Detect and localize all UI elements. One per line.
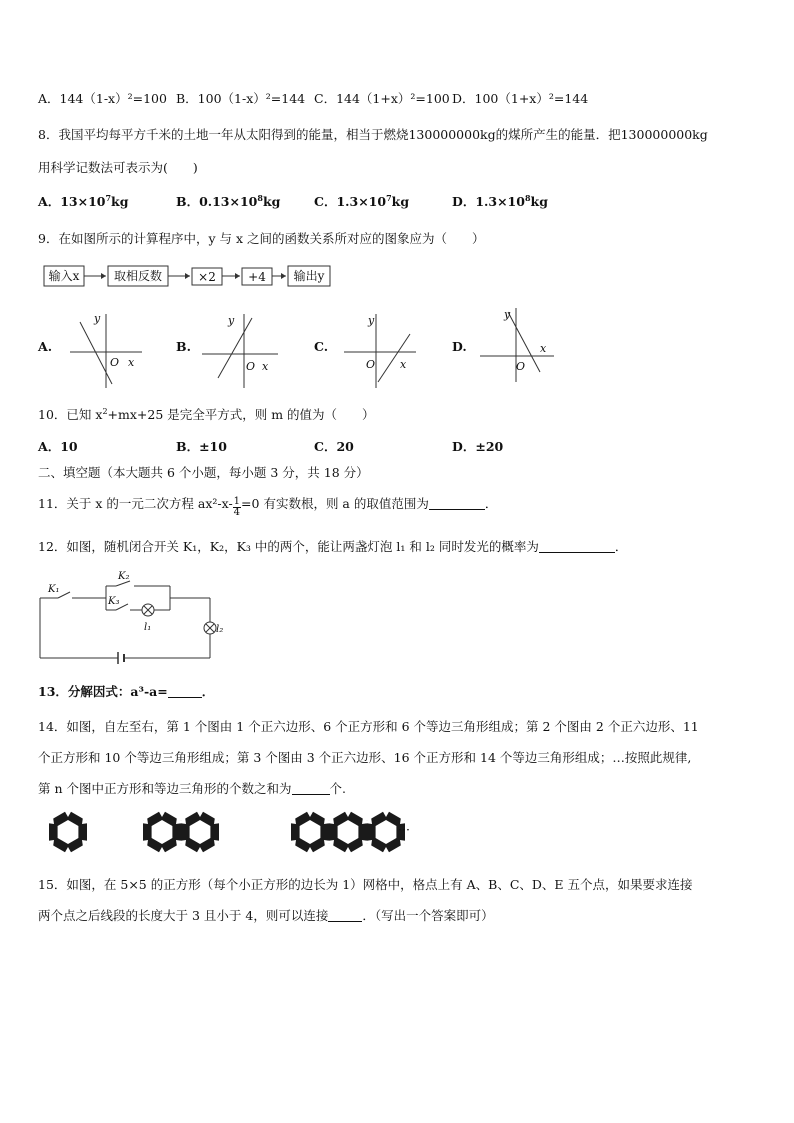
q9-option-b-label: B. (176, 339, 191, 354)
svg-text:l₂: l₂ (216, 624, 224, 635)
q8-text-line1: 8．我国平均每平方千米的土地一年从太阳得到的能量，相当于燃烧130000000kg的煤所产生的能量．把130000000kg (38, 127, 708, 142)
q12-circuit-diagram (36, 568, 226, 666)
q14-answer-blank (292, 782, 330, 795)
q15-answer-blank (328, 909, 362, 922)
q9-option-c-label: C. (314, 339, 329, 354)
q9-option-a-label: A. (38, 339, 53, 354)
q10-option-d: D．±20 (452, 439, 504, 454)
q9-flowchart (40, 262, 340, 290)
q14-text-line3: 第 n 个图中正方形和等边三角形的个数之和为 个. (38, 781, 346, 796)
q12-text: 12．如图，随机闭合开关 K₁，K₂，K₃ 中的两个，能让两盏灯泡 l₁ 和 l₂ 同时发光的概率为 ． (38, 539, 628, 554)
svg-text:x: x (400, 358, 407, 371)
q13-answer-blank (168, 685, 202, 698)
q9-option-d-label: D. (452, 339, 467, 354)
svg-text:y: y (228, 314, 235, 327)
q10-option-b: B．±10 (176, 439, 227, 454)
q12-answer-blank (539, 540, 615, 553)
q8-option-a: A．$13\times 10^7kg$ (38, 193, 129, 209)
svg-text:x: x (540, 342, 547, 355)
q8-option-b: B．$0.13\times 10^8kg$ (176, 193, 281, 209)
q9-graph-c (340, 310, 420, 390)
q10-text: 10．已知 $x^2+mx+25$ 是完全平方式，则 m 的值为（ ） (38, 407, 375, 422)
q11-fraction: $\frac{1}{4}$ (233, 496, 241, 518)
svg-text:O: O (516, 360, 526, 373)
q10-option-a: A．10 (38, 439, 78, 454)
q15-text-line1: 15．如图，在 5×5 的正方形（每个小正方形的边长为 1）网格中，格点上有 A、B、C、D、E 五个点，如果要求连接 (38, 877, 693, 892)
svg-text:O: O (366, 358, 376, 371)
svg-text:l₁: l₁ (144, 622, 152, 633)
q14-figure-1 (47, 810, 89, 854)
flow-label-negate: 取相反数 (113, 269, 163, 283)
svg-text:K₃: K₃ (108, 596, 120, 607)
flow-label-plus4: +4 (248, 270, 266, 284)
q7-option-a: A．144（1-x）²=100 (38, 91, 167, 106)
q8-option-c: C．$1.3\times 10^7kg$ (314, 193, 410, 209)
svg-text:y: y (94, 312, 101, 325)
q14-text-line2: 个正方形和 10 个等边三角形组成；第 3 个图由 3 个正六边形、16 个正方形和 14 个等边三角形组成；…按照此规律, (38, 750, 692, 765)
q13-text: 13．分解因式：a³-a= ． (38, 684, 215, 699)
q11-text: 11．关于 x 的一元二次方程 ax²-x- $\frac{1}{4}$ =0 有实数根，则 a 的取值范围为 ． (38, 496, 498, 518)
q9-graph-d (478, 304, 558, 384)
q9-text: 9．在如图所示的计算程序中，y 与 x 之间的函数关系所对应的图象应为（ ） (38, 231, 485, 246)
q7-option-c: C．144（1+x）²=100 (314, 91, 450, 106)
q15-text-line2: 两个点之后线段的长度大于 3 且小于 4，则可以连接 ．（写出一个答案即可） (38, 908, 494, 923)
graph-a-line (80, 322, 112, 384)
q9-graph-b (200, 310, 280, 390)
flow-label-input: 输入x (48, 269, 80, 283)
q14-pattern-figures (40, 806, 420, 862)
q7-option-b: B．100（1-x）²=144 (176, 91, 306, 106)
svg-text:K₁: K₁ (48, 584, 60, 595)
q14-ellipsis: ··· (398, 822, 410, 837)
q11-answer-blank (429, 497, 485, 510)
q14-figure-2 (141, 810, 221, 854)
q8-option-d: D．$1.3\times 10^8kg$ (452, 193, 548, 209)
svg-text:y: y (368, 314, 375, 327)
svg-text:O: O (110, 356, 120, 369)
q14-figure-3 (289, 810, 407, 854)
section-2-heading: 二、填空题（本大题共 6 个小题，每小题 3 分，共 18 分） (38, 465, 369, 480)
svg-text:y: y (504, 308, 511, 321)
svg-text:O: O (246, 360, 256, 373)
flow-label-output: 输出y (293, 269, 325, 283)
q10-option-c: C．20 (314, 439, 354, 454)
svg-text:x: x (128, 356, 135, 369)
svg-text:K₂: K₂ (118, 571, 130, 582)
q7-option-d: D．100（1+x）²=144 (452, 91, 589, 106)
flow-label-times2: ×2 (198, 270, 216, 284)
q9-graph-a (66, 310, 146, 390)
q14-text-line1: 14．如图，自左至右，第 1 个图由 1 个正六边形、6 个正方形和 6 个等边三角形组成；第 2 个图由 2 个正六边形、11 (38, 719, 699, 734)
q8-text-line2: 用科学记数法可表示为( ) (38, 160, 198, 175)
svg-text:x: x (262, 360, 269, 373)
